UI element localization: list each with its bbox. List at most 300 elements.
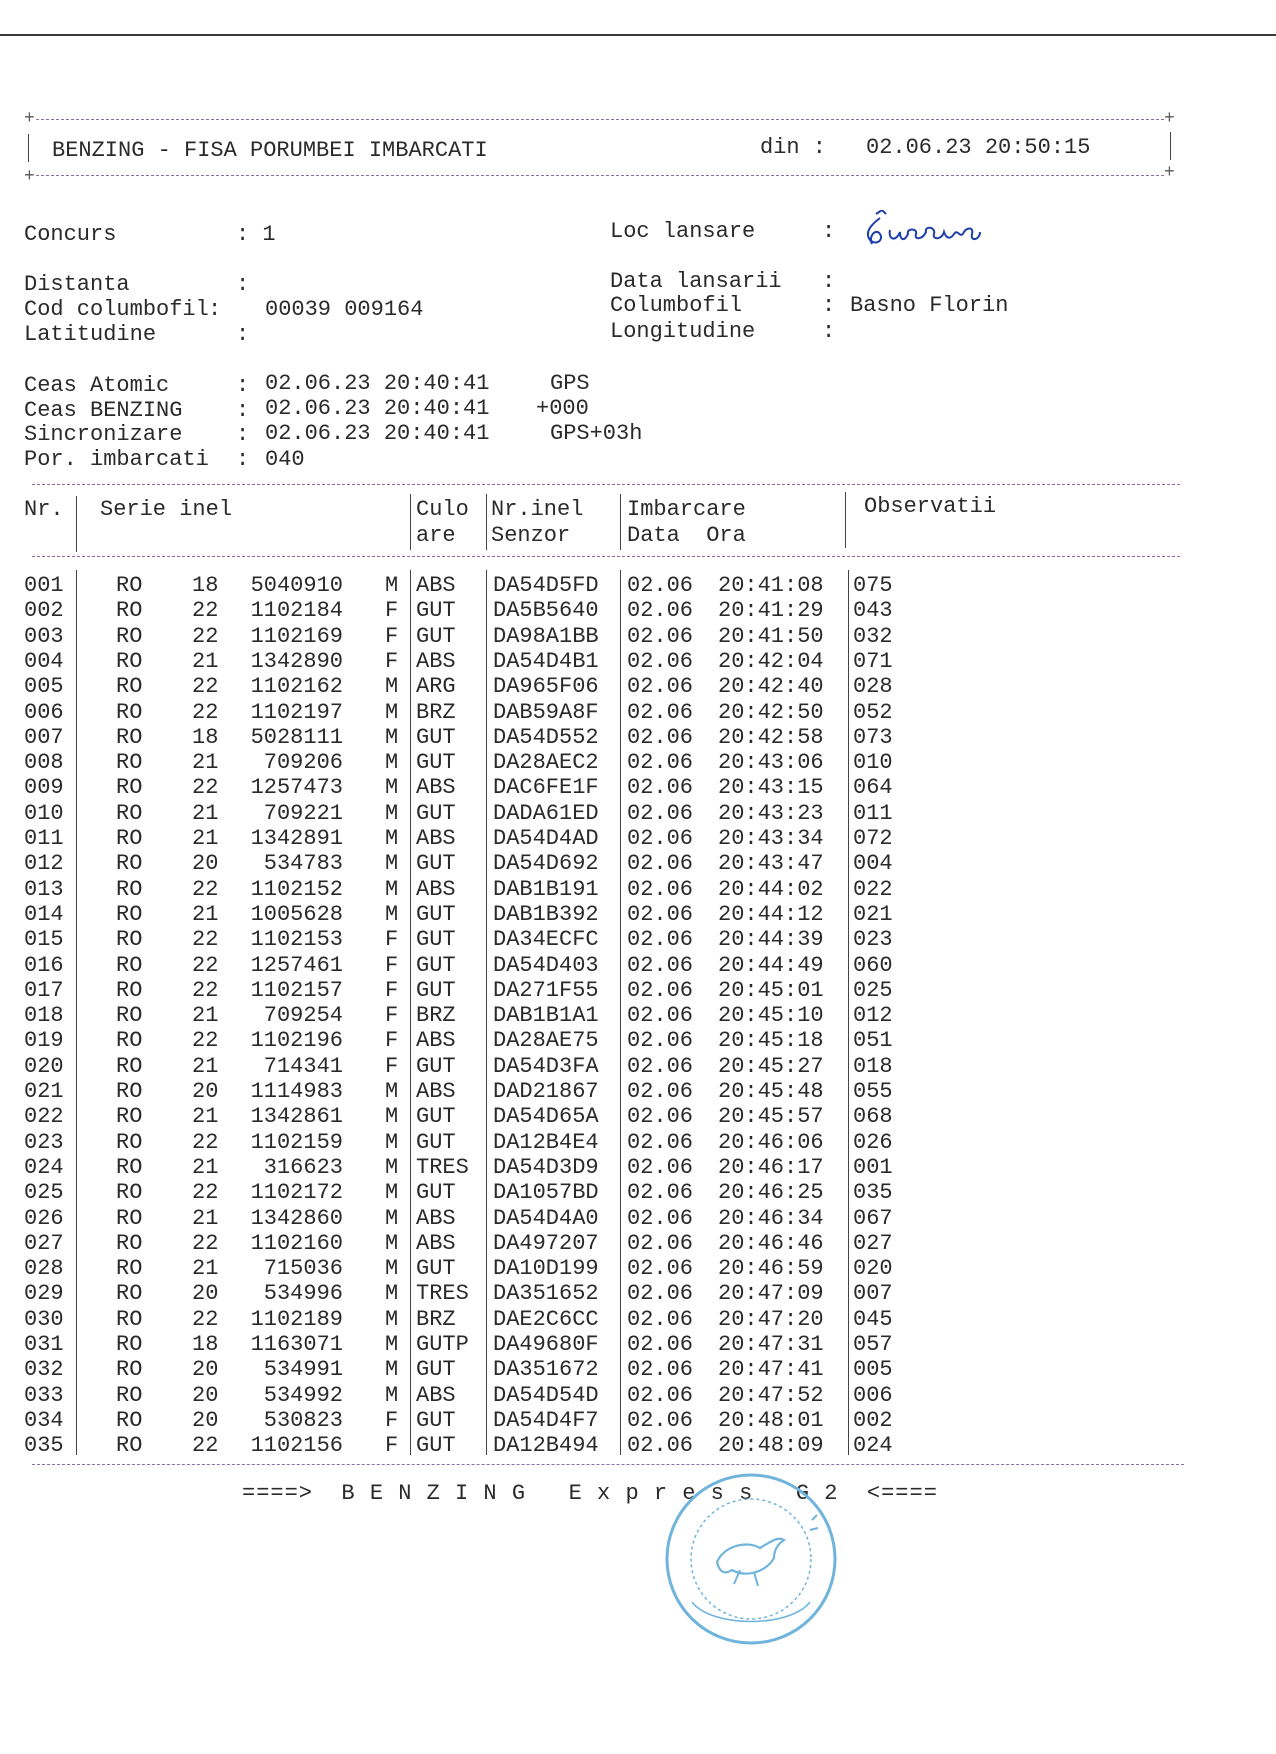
col-serie-header: Serie inel <box>100 497 233 522</box>
cod-columbofil-value: 00039 009164 <box>265 297 424 322</box>
row-observation: 064 <box>853 775 893 801</box>
row-nr: 020 <box>24 1053 64 1079</box>
row-year: 22 <box>192 623 219 649</box>
row-color: GUT <box>416 1104 456 1130</box>
row-sex: M <box>385 674 399 700</box>
row-nr: 017 <box>24 977 64 1003</box>
row-country: RO <box>116 1407 143 1433</box>
row-date: 02.06 <box>627 1028 694 1054</box>
row-sex: M <box>385 1180 399 1206</box>
row-year: 22 <box>192 977 219 1003</box>
row-country: RO <box>116 1079 143 1104</box>
row-sensor-ring: DA5B5640 <box>493 598 599 624</box>
row-sensor-ring: DA351672 <box>493 1357 599 1383</box>
table-row <box>0 1307 1276 1332</box>
row-color: ABS <box>416 1028 456 1054</box>
row-nr: 025 <box>24 1180 64 1206</box>
row-sensor-ring: DA34ECFC <box>493 927 599 953</box>
row-sex: M <box>385 1306 399 1332</box>
row-date: 02.06 <box>627 952 694 978</box>
colon: : <box>236 447 250 472</box>
row-sensor-ring: DA10D199 <box>493 1256 599 1282</box>
row-observation: 073 <box>853 724 893 750</box>
row-nr: 035 <box>24 1433 64 1459</box>
row-nr: 008 <box>24 750 64 776</box>
row-year: 21 <box>192 1256 219 1282</box>
row-time: 20:41:29 <box>718 598 824 624</box>
ceas-benzing-label: Ceas BENZING <box>24 398 183 423</box>
table-row <box>0 1433 1276 1458</box>
row-time: 20:48:01 <box>718 1407 824 1433</box>
row-date: 02.06 <box>627 851 694 877</box>
row-time: 20:45:01 <box>718 977 824 1003</box>
sincronizare-label: Sincronizare <box>24 422 183 447</box>
ceas-benzing-suffix: +000 <box>536 396 589 421</box>
row-observation: 043 <box>853 598 893 624</box>
row-year: 22 <box>192 927 219 953</box>
row-ring-number: 1102162 <box>250 674 343 700</box>
row-sensor-ring: DA12B4E4 <box>493 1129 599 1155</box>
columbofil-label: Columbofil <box>610 293 743 318</box>
row-year: 22 <box>192 775 219 801</box>
row-sex: M <box>385 1104 399 1130</box>
row-time: 20:45:27 <box>718 1053 824 1079</box>
concurs-value: : 1 <box>236 222 276 247</box>
row-date: 02.06 <box>627 977 694 1003</box>
row-observation: 035 <box>853 1180 893 1206</box>
col-separator <box>620 494 621 550</box>
row-country: RO <box>116 876 143 902</box>
row-nr: 006 <box>24 699 64 725</box>
header-top-dash <box>36 119 1164 120</box>
row-country: RO <box>116 573 143 598</box>
row-sex: M <box>385 800 399 826</box>
row-color: GUT <box>416 901 456 927</box>
row-ring-number: 316623 <box>263 1154 343 1180</box>
row-sensor-ring: DA98A1BB <box>493 623 599 649</box>
por-imbarcati-value: 040 <box>265 447 305 472</box>
latitudine-label: Latitudine <box>24 322 157 347</box>
table-row <box>0 649 1276 674</box>
row-date: 02.06 <box>627 1129 694 1155</box>
cod-columbofil-label: Cod columbofil <box>24 297 209 322</box>
row-sensor-ring: DA54D4B1 <box>493 648 599 674</box>
row-date: 02.06 <box>627 724 694 750</box>
table-row <box>0 1281 1276 1306</box>
row-time: 20:46:25 <box>718 1180 824 1206</box>
row-year: 20 <box>192 1281 219 1307</box>
row-time: 20:41:50 <box>718 623 824 649</box>
row-color: GUT <box>416 750 456 776</box>
col-separator <box>76 496 77 552</box>
ceas-atomic-label: Ceas Atomic <box>24 373 170 398</box>
row-sensor-ring: DADA61ED <box>493 800 599 826</box>
table-row <box>0 902 1276 927</box>
row-nr: 003 <box>24 623 64 649</box>
row-observation: 072 <box>853 826 893 851</box>
table-row <box>0 826 1276 851</box>
col-observatii-header: Observatii <box>864 494 997 519</box>
row-date: 02.06 <box>627 1053 694 1079</box>
row-observation: 060 <box>853 952 893 978</box>
row-sex: M <box>385 1281 399 1307</box>
row-date: 02.06 <box>627 1180 694 1206</box>
row-sex: M <box>385 699 399 725</box>
table-row <box>0 1231 1276 1256</box>
concurs-label: Concurs <box>24 222 117 247</box>
table-row <box>0 927 1276 952</box>
row-date: 02.06 <box>627 1357 694 1383</box>
row-date: 02.06 <box>627 1154 694 1180</box>
row-sensor-ring: DA271F55 <box>493 977 599 1003</box>
row-year: 21 <box>192 800 219 826</box>
row-country: RO <box>116 674 143 700</box>
row-sensor-ring: DA12B494 <box>493 1433 599 1459</box>
row-observation: 001 <box>853 1154 893 1180</box>
header-title: BENZING - FISA PORUMBEI IMBARCATI <box>52 138 488 163</box>
row-observation: 067 <box>853 1205 893 1231</box>
row-nr: 011 <box>24 826 64 851</box>
row-time: 20:44:39 <box>718 927 824 953</box>
row-ring-number: 1102169 <box>250 623 343 649</box>
row-color: BRZ <box>416 1306 456 1332</box>
row-sensor-ring: DAB1B191 <box>493 876 599 902</box>
row-country: RO <box>116 1104 143 1130</box>
row-year: 22 <box>192 876 219 902</box>
row-ring-number: 534783 <box>263 851 343 877</box>
row-nr: 023 <box>24 1129 64 1155</box>
row-country: RO <box>116 1433 143 1459</box>
colon: : <box>822 269 836 294</box>
row-sex: M <box>385 1382 399 1408</box>
row-color: ABS <box>416 1230 456 1256</box>
row-sensor-ring: DA497207 <box>493 1230 599 1256</box>
row-country: RO <box>116 1230 143 1256</box>
row-ring-number: 1342890 <box>250 648 343 674</box>
row-year: 18 <box>192 573 219 598</box>
row-time: 20:43:34 <box>718 826 824 851</box>
row-country: RO <box>116 1256 143 1282</box>
row-observation: 075 <box>853 573 893 598</box>
table-row <box>0 851 1276 876</box>
row-color: ABS <box>416 1079 456 1104</box>
row-sex: F <box>385 598 399 624</box>
row-sex: M <box>385 851 399 877</box>
row-country: RO <box>116 851 143 877</box>
row-observation: 026 <box>853 1129 893 1155</box>
row-ring-number: 1342861 <box>250 1104 343 1130</box>
table-row <box>0 801 1276 826</box>
row-date: 02.06 <box>627 775 694 801</box>
row-nr: 019 <box>24 1028 64 1054</box>
row-nr: 021 <box>24 1079 64 1104</box>
row-country: RO <box>116 1028 143 1054</box>
ceas-benzing-value: 02.06.23 20:40:41 <box>265 396 490 421</box>
row-ring-number: 1102153 <box>250 927 343 953</box>
row-time: 20:47:20 <box>718 1306 824 1332</box>
row-observation: 045 <box>853 1306 893 1332</box>
row-color: ABS <box>416 573 456 598</box>
page-top-edge-line <box>0 34 1276 36</box>
corner-plus: + <box>1164 163 1175 183</box>
row-sensor-ring: DAB59A8F <box>493 699 599 725</box>
row-time: 20:45:57 <box>718 1104 824 1130</box>
row-date: 02.06 <box>627 1104 694 1130</box>
row-color: GUT <box>416 1053 456 1079</box>
row-color: TRES <box>416 1281 469 1307</box>
row-date: 02.06 <box>627 1205 694 1231</box>
row-date: 02.06 <box>627 1306 694 1332</box>
row-date: 02.06 <box>627 1256 694 1282</box>
row-ring-number: 5028111 <box>250 724 343 750</box>
row-time: 20:47:41 <box>718 1357 824 1383</box>
row-color: ABS <box>416 826 456 851</box>
col-imbarcare-header: Imbarcare <box>627 497 746 522</box>
row-country: RO <box>116 1053 143 1079</box>
row-ring-number: 1102184 <box>250 598 343 624</box>
col-inel-header-2: Senzor <box>491 523 571 548</box>
row-ring-number: 1102156 <box>250 1433 343 1459</box>
row-color: TRES <box>416 1154 469 1180</box>
row-country: RO <box>116 1281 143 1307</box>
row-date: 02.06 <box>627 1003 694 1029</box>
row-date: 02.06 <box>627 699 694 725</box>
row-date: 02.06 <box>627 648 694 674</box>
table-row <box>0 1332 1276 1357</box>
header-din-label: din : <box>760 135 827 160</box>
row-ring-number: 534992 <box>263 1382 343 1408</box>
row-color: ABS <box>416 1205 456 1231</box>
row-ring-number: 715036 <box>263 1256 343 1282</box>
row-date: 02.06 <box>627 1382 694 1408</box>
row-time: 20:46:34 <box>718 1205 824 1231</box>
row-country: RO <box>116 1129 143 1155</box>
row-sex: F <box>385 1053 399 1079</box>
row-sensor-ring: DA54D4A0 <box>493 1205 599 1231</box>
row-time: 20:42:40 <box>718 674 824 700</box>
row-nr: 030 <box>24 1306 64 1332</box>
corner-plus: + <box>24 167 35 187</box>
row-nr: 033 <box>24 1382 64 1408</box>
row-ring-number: 1102159 <box>250 1129 343 1155</box>
table-row <box>0 877 1276 902</box>
row-observation: 006 <box>853 1382 893 1408</box>
row-time: 20:44:02 <box>718 876 824 902</box>
row-ring-number: 1114983 <box>250 1079 343 1104</box>
row-sensor-ring: DAC6FE1F <box>493 775 599 801</box>
row-country: RO <box>116 598 143 624</box>
row-year: 21 <box>192 1104 219 1130</box>
colon: : <box>822 219 836 244</box>
row-nr: 027 <box>24 1230 64 1256</box>
col-culo-header-2: are <box>416 523 456 548</box>
corner-plus: + <box>24 109 35 129</box>
row-sex: M <box>385 876 399 902</box>
row-sensor-ring: DA351652 <box>493 1281 599 1307</box>
columbofil-value: Basno Florin <box>850 293 1009 318</box>
row-sex: M <box>385 775 399 801</box>
row-year: 20 <box>192 1407 219 1433</box>
row-year: 22 <box>192 699 219 725</box>
table-row <box>0 750 1276 775</box>
longitudine-label: Longitudine <box>610 319 756 344</box>
colon: : <box>822 293 836 318</box>
row-date: 02.06 <box>627 927 694 953</box>
row-observation: 004 <box>853 851 893 877</box>
row-sex: M <box>385 1332 399 1357</box>
row-sex: M <box>385 1205 399 1231</box>
row-color: GUT <box>416 724 456 750</box>
row-time: 20:41:08 <box>718 573 824 598</box>
row-nr: 026 <box>24 1205 64 1231</box>
row-color: GUT <box>416 598 456 624</box>
row-year: 20 <box>192 1079 219 1104</box>
row-year: 22 <box>192 1180 219 1206</box>
table-row <box>0 1155 1276 1180</box>
loc-lansare-signature <box>862 210 1022 256</box>
table-row <box>0 1130 1276 1155</box>
row-year: 21 <box>192 1205 219 1231</box>
row-sex: M <box>385 573 399 598</box>
footer-banner: ====> B E N Z I N G E x p r e s s G 2 <==== <box>242 1481 938 1506</box>
table-row <box>0 598 1276 623</box>
row-ring-number: 1102189 <box>250 1306 343 1332</box>
data-lansarii-label: Data lansarii <box>610 269 782 294</box>
table-row <box>0 1054 1276 1079</box>
row-sensor-ring: DA54D5FD <box>493 573 599 598</box>
col-imbarcare-header-2: Data Ora <box>627 523 746 548</box>
row-time: 20:44:49 <box>718 952 824 978</box>
row-sex: M <box>385 1357 399 1383</box>
loc-lansare-label: Loc lansare <box>610 219 756 244</box>
row-color: GUT <box>416 1129 456 1155</box>
row-observation: 055 <box>853 1079 893 1104</box>
row-color: ABS <box>416 876 456 902</box>
row-sex: M <box>385 901 399 927</box>
table-row <box>0 1180 1276 1205</box>
row-date: 02.06 <box>627 1407 694 1433</box>
row-year: 22 <box>192 674 219 700</box>
row-ring-number: 1102160 <box>250 1230 343 1256</box>
row-time: 20:42:58 <box>718 724 824 750</box>
row-nr: 013 <box>24 876 64 902</box>
row-sex: F <box>385 927 399 953</box>
row-sensor-ring: DA965F06 <box>493 674 599 700</box>
row-date: 02.06 <box>627 1281 694 1307</box>
row-ring-number: 1257473 <box>250 775 343 801</box>
row-ring-number: 534991 <box>263 1357 343 1383</box>
row-color: GUT <box>416 1256 456 1282</box>
table-row <box>0 1028 1276 1053</box>
row-sex: M <box>385 826 399 851</box>
row-time: 20:43:47 <box>718 851 824 877</box>
row-country: RO <box>116 1306 143 1332</box>
table-row <box>0 1408 1276 1433</box>
row-ring-number: 530823 <box>263 1407 343 1433</box>
row-ring-number: 1102157 <box>250 977 343 1003</box>
row-ring-number: 1102197 <box>250 699 343 725</box>
row-nr: 010 <box>24 800 64 826</box>
row-year: 22 <box>192 1028 219 1054</box>
row-date: 02.06 <box>627 573 694 598</box>
row-ring-number: 1342891 <box>250 826 343 851</box>
row-color: ABS <box>416 775 456 801</box>
row-nr: 005 <box>24 674 64 700</box>
row-year: 21 <box>192 1154 219 1180</box>
row-color: GUT <box>416 927 456 953</box>
row-country: RO <box>116 977 143 1003</box>
table-row <box>0 1383 1276 1408</box>
row-color: GUT <box>416 623 456 649</box>
row-ring-number: 709254 <box>263 1003 343 1029</box>
row-sensor-ring: DAB1B392 <box>493 901 599 927</box>
table-row <box>0 1206 1276 1231</box>
row-year: 21 <box>192 648 219 674</box>
header-left-bar <box>28 134 29 162</box>
row-ring-number: 5040910 <box>250 573 343 598</box>
row-nr: 009 <box>24 775 64 801</box>
col-inel-header: Nr.inel <box>491 497 584 522</box>
row-ring-number: 534996 <box>263 1281 343 1307</box>
row-country: RO <box>116 1003 143 1029</box>
table-row <box>0 953 1276 978</box>
row-country: RO <box>116 1332 143 1357</box>
corner-plus: + <box>1164 109 1175 129</box>
row-color: GUT <box>416 977 456 1003</box>
row-sex: F <box>385 1003 399 1029</box>
row-sex: M <box>385 1079 399 1104</box>
row-country: RO <box>116 826 143 851</box>
row-ring-number: 1102152 <box>250 876 343 902</box>
row-country: RO <box>116 1382 143 1408</box>
colon: : <box>236 322 250 347</box>
row-sex: M <box>385 1129 399 1155</box>
table-row <box>0 624 1276 649</box>
row-year: 22 <box>192 1230 219 1256</box>
row-year: 22 <box>192 598 219 624</box>
row-nr: 032 <box>24 1357 64 1383</box>
row-country: RO <box>116 699 143 725</box>
row-country: RO <box>116 952 143 978</box>
row-year: 18 <box>192 1332 219 1357</box>
row-sensor-ring: DA54D54D <box>493 1382 599 1408</box>
row-observation: 022 <box>853 876 893 902</box>
row-nr: 029 <box>24 1281 64 1307</box>
row-time: 20:43:15 <box>718 775 824 801</box>
row-observation: 051 <box>853 1028 893 1054</box>
row-year: 22 <box>192 952 219 978</box>
row-country: RO <box>116 1357 143 1383</box>
row-nr: 004 <box>24 648 64 674</box>
row-date: 02.06 <box>627 800 694 826</box>
row-sensor-ring: DAB1B1A1 <box>493 1003 599 1029</box>
row-sex: F <box>385 623 399 649</box>
row-sensor-ring: DA54D65A <box>493 1104 599 1130</box>
row-sensor-ring: DA54D4AD <box>493 826 599 851</box>
row-nr: 024 <box>24 1154 64 1180</box>
colon: : <box>236 422 250 447</box>
row-nr: 012 <box>24 851 64 877</box>
row-sensor-ring: DA1057BD <box>493 1180 599 1206</box>
row-year: 21 <box>192 750 219 776</box>
row-year: 20 <box>192 851 219 877</box>
row-nr: 015 <box>24 927 64 953</box>
row-country: RO <box>116 750 143 776</box>
row-country: RO <box>116 1154 143 1180</box>
row-time: 20:45:48 <box>718 1079 824 1104</box>
row-observation: 020 <box>853 1256 893 1282</box>
row-ring-number: 709206 <box>263 750 343 776</box>
